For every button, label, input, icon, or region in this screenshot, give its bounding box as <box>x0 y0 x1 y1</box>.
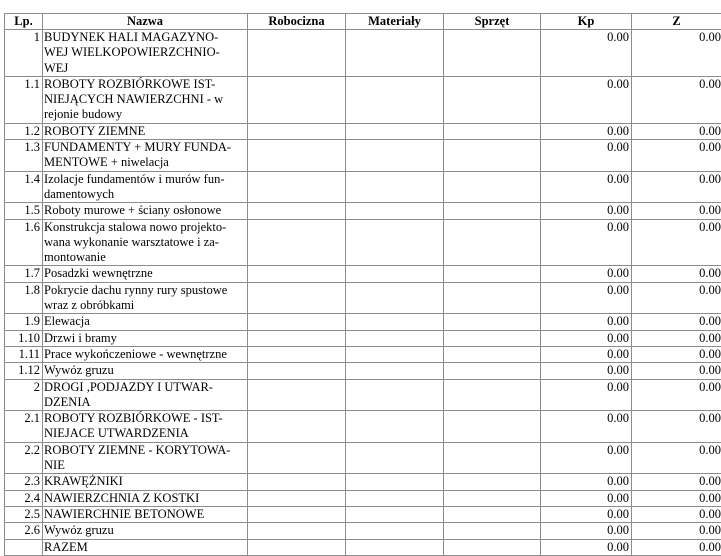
cell-z: 0.00 <box>632 523 721 539</box>
cell-robocizna <box>248 330 346 346</box>
cell-lp: 1.1 <box>5 76 43 123</box>
cell-z: 0.00 <box>632 490 721 506</box>
cell-kp: 0.00 <box>541 411 632 443</box>
cell-robocizna <box>248 363 346 379</box>
cell-materialy <box>346 30 444 77</box>
cell-kp: 0.00 <box>541 442 632 474</box>
cell-kp: 0.00 <box>541 506 632 522</box>
cell-lp: 1.7 <box>5 266 43 282</box>
cell-z: 0.00 <box>632 346 721 362</box>
table-row <box>5 411 721 443</box>
cell-robocizna <box>248 123 346 139</box>
header-materialy: Materiały <box>346 14 444 30</box>
cost-estimate-table <box>4 13 721 556</box>
cell-robocizna <box>248 411 346 443</box>
cell-lp: 2 <box>5 379 43 411</box>
table-row <box>5 539 721 555</box>
cell-materialy <box>346 203 444 219</box>
cell-nazwa: ROBOTY ROZBIÓRKOWE IST- NIEJĄCYCH NAWIERZCHNI - w rejonie budowy <box>43 76 248 123</box>
cell-lp: 1.8 <box>5 282 43 314</box>
cell-kp: 0.00 <box>541 219 632 266</box>
cell-nazwa: Drzwi i bramy <box>43 330 248 346</box>
cell-materialy <box>346 219 444 266</box>
cell-robocizna <box>248 442 346 474</box>
table-row <box>5 490 721 506</box>
cell-lp: 1.5 <box>5 203 43 219</box>
cell-lp: 1.9 <box>5 314 43 330</box>
cell-z: 0.00 <box>632 330 721 346</box>
cell-materialy <box>346 539 444 555</box>
cell-materialy <box>346 490 444 506</box>
cell-lp: 2.1 <box>5 411 43 443</box>
cell-kp: 0.00 <box>541 282 632 314</box>
cell-robocizna <box>248 474 346 490</box>
cell-z: 0.00 <box>632 363 721 379</box>
cell-nazwa: NAWIERCHNIE BETONOWE <box>43 506 248 522</box>
cell-nazwa: BUDYNEK HALI MAGAZYNO- WEJ WIELKOPOWIERZCHNIO- WEJ <box>43 30 248 77</box>
cell-materialy <box>346 330 444 346</box>
cell-lp: 1.6 <box>5 219 43 266</box>
cell-nazwa: Posadzki wewnętrzne <box>43 266 248 282</box>
cell-lp: 2.5 <box>5 506 43 522</box>
header-z: Z <box>632 14 721 30</box>
cell-robocizna <box>248 219 346 266</box>
cell-sprzet <box>444 379 541 411</box>
cell-lp: 1.11 <box>5 346 43 362</box>
table-row <box>5 76 721 123</box>
cell-sprzet <box>444 346 541 362</box>
cell-robocizna <box>248 539 346 555</box>
cell-nazwa: KRAWĘŻNIKI <box>43 474 248 490</box>
cell-materialy <box>346 282 444 314</box>
cell-z: 0.00 <box>632 219 721 266</box>
cell-z: 0.00 <box>632 474 721 490</box>
cell-lp: 2.4 <box>5 490 43 506</box>
cell-z: 0.00 <box>632 442 721 474</box>
cell-nazwa: ROBOTY ZIEMNE - KORYTOWA- NIE <box>43 442 248 474</box>
cost-estimate-sheet <box>4 13 721 556</box>
header-nazwa: Nazwa <box>43 14 248 30</box>
cell-sprzet <box>444 314 541 330</box>
table-row <box>5 314 721 330</box>
header-sprzet: Sprzęt <box>444 14 541 30</box>
cell-nazwa: Pokrycie dachu rynny rury spustowe wraz z obróbkami <box>43 282 248 314</box>
cell-kp: 0.00 <box>541 123 632 139</box>
table-row <box>5 379 721 411</box>
cell-z: 0.00 <box>632 171 721 203</box>
cell-lp: 1.10 <box>5 330 43 346</box>
cell-nazwa: Prace wykończeniowe - wewnętrzne <box>43 346 248 362</box>
header-robocizna: Robocizna <box>248 14 346 30</box>
cell-sprzet <box>444 330 541 346</box>
cell-lp: 2.6 <box>5 523 43 539</box>
cell-materialy <box>346 442 444 474</box>
header-kp: Kp <box>541 14 632 30</box>
cell-nazwa: Elewacja <box>43 314 248 330</box>
table-row <box>5 282 721 314</box>
table-row <box>5 219 721 266</box>
header-lp: Lp. <box>5 14 43 30</box>
cell-z: 0.00 <box>632 266 721 282</box>
cell-kp: 0.00 <box>541 490 632 506</box>
cell-kp: 0.00 <box>541 76 632 123</box>
cell-materialy <box>346 171 444 203</box>
cell-z: 0.00 <box>632 314 721 330</box>
cell-sprzet <box>444 30 541 77</box>
cell-z: 0.00 <box>632 506 721 522</box>
cell-robocizna <box>248 379 346 411</box>
table-row <box>5 506 721 522</box>
cell-materialy <box>346 76 444 123</box>
cell-sprzet <box>444 123 541 139</box>
cell-materialy <box>346 506 444 522</box>
cell-sprzet <box>444 282 541 314</box>
cell-robocizna <box>248 203 346 219</box>
cell-sprzet <box>444 219 541 266</box>
cell-sprzet <box>444 363 541 379</box>
cell-robocizna <box>248 266 346 282</box>
cell-materialy <box>346 346 444 362</box>
table-row <box>5 330 721 346</box>
cell-nazwa: NAWIERZCHNIA Z KOSTKI <box>43 490 248 506</box>
table-row <box>5 442 721 474</box>
cell-robocizna <box>248 346 346 362</box>
table-row <box>5 30 721 77</box>
cell-materialy <box>346 266 444 282</box>
cell-z: 0.00 <box>632 140 721 172</box>
cell-materialy <box>346 140 444 172</box>
cell-kp: 0.00 <box>541 314 632 330</box>
cell-nazwa: DROGI ,PODJAZDY I UTWAR- DZENIA <box>43 379 248 411</box>
cell-kp: 0.00 <box>541 346 632 362</box>
header-row <box>5 14 721 30</box>
cell-materialy <box>346 363 444 379</box>
cell-nazwa: Izolacje fundamentów i murów fun- damentowych <box>43 171 248 203</box>
cell-nazwa: ROBOTY ZIEMNE <box>43 123 248 139</box>
cell-sprzet <box>444 411 541 443</box>
cell-robocizna <box>248 282 346 314</box>
cell-robocizna <box>248 76 346 123</box>
cell-materialy <box>346 123 444 139</box>
cell-lp: 1.2 <box>5 123 43 139</box>
cell-lp: 1 <box>5 30 43 77</box>
cell-z: 0.00 <box>632 411 721 443</box>
cell-kp: 0.00 <box>541 363 632 379</box>
cell-sprzet <box>444 442 541 474</box>
table-row <box>5 346 721 362</box>
cell-kp: 0.00 <box>541 523 632 539</box>
cell-kp: 0.00 <box>541 30 632 77</box>
cell-z: 0.00 <box>632 203 721 219</box>
table-row <box>5 171 721 203</box>
cell-sprzet <box>444 171 541 203</box>
cell-robocizna <box>248 171 346 203</box>
cell-nazwa: RAZEM <box>43 539 248 555</box>
cell-z: 0.00 <box>632 123 721 139</box>
cell-nazwa: FUNDAMENTY + MURY FUNDA- MENTOWE + niwelacja <box>43 140 248 172</box>
cell-sprzet <box>444 539 541 555</box>
cell-nazwa: Roboty murowe + ściany osłonowe <box>43 203 248 219</box>
cell-kp: 0.00 <box>541 266 632 282</box>
cell-lp <box>5 539 43 555</box>
cell-z: 0.00 <box>632 76 721 123</box>
table-row <box>5 203 721 219</box>
cell-z: 0.00 <box>632 30 721 77</box>
cell-kp: 0.00 <box>541 330 632 346</box>
cell-z: 0.00 <box>632 539 721 555</box>
cell-materialy <box>346 379 444 411</box>
cell-z: 0.00 <box>632 379 721 411</box>
cell-robocizna <box>248 490 346 506</box>
cell-materialy <box>346 474 444 490</box>
cell-sprzet <box>444 506 541 522</box>
cell-kp: 0.00 <box>541 379 632 411</box>
cell-nazwa: ROBOTY ROZBIÓRKOWE - IST- NIEJACE UTWARDZENIA <box>43 411 248 443</box>
table-body <box>5 30 721 556</box>
cell-nazwa: Konstrukcja stalowa nowo projekto- wana wykonanie warsztatowe i za- montowanie <box>43 219 248 266</box>
cell-nazwa: Wywóz gruzu <box>43 363 248 379</box>
cell-sprzet <box>444 266 541 282</box>
cell-robocizna <box>248 140 346 172</box>
cell-nazwa: Wywóz gruzu <box>43 523 248 539</box>
cell-z: 0.00 <box>632 282 721 314</box>
cell-materialy <box>346 411 444 443</box>
cell-sprzet <box>444 140 541 172</box>
cell-sprzet <box>444 203 541 219</box>
cell-lp: 1.3 <box>5 140 43 172</box>
table-row <box>5 123 721 139</box>
cell-robocizna <box>248 30 346 77</box>
cell-kp: 0.00 <box>541 474 632 490</box>
table-row <box>5 266 721 282</box>
table-header <box>5 14 721 30</box>
cell-lp: 1.4 <box>5 171 43 203</box>
cell-sprzet <box>444 490 541 506</box>
cell-lp: 1.12 <box>5 363 43 379</box>
table-row <box>5 474 721 490</box>
cell-robocizna <box>248 314 346 330</box>
cell-robocizna <box>248 506 346 522</box>
cell-sprzet <box>444 76 541 123</box>
cell-kp: 0.00 <box>541 539 632 555</box>
cell-materialy <box>346 314 444 330</box>
cell-sprzet <box>444 474 541 490</box>
cell-kp: 0.00 <box>541 203 632 219</box>
cell-lp: 2.3 <box>5 474 43 490</box>
cell-kp: 0.00 <box>541 171 632 203</box>
table-row <box>5 140 721 172</box>
cell-kp: 0.00 <box>541 140 632 172</box>
table-row <box>5 363 721 379</box>
cell-lp: 2.2 <box>5 442 43 474</box>
